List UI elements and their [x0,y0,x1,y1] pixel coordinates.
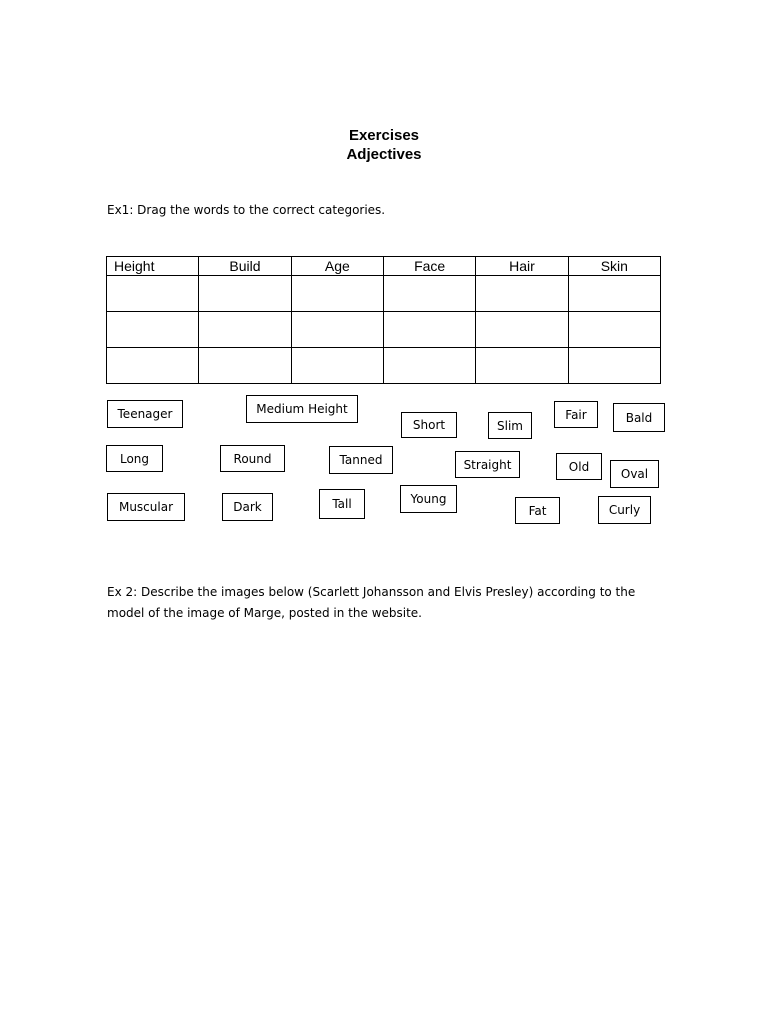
word-card-muscular[interactable]: Muscular [107,493,185,521]
drop-cell-build[interactable] [199,276,291,312]
drop-cell-face[interactable] [383,348,475,384]
word-card-fat[interactable]: Fat [515,497,560,524]
word-card-slim[interactable]: Slim [488,412,532,439]
column-header-skin: Skin [568,257,660,276]
page-subtitle: Adjectives [346,146,422,163]
drop-cell-height[interactable] [107,276,199,312]
word-card-oval[interactable]: Oval [610,460,659,488]
categories-header-row [107,257,661,276]
word-card-old[interactable]: Old [556,453,602,480]
word-card-medium-height[interactable]: Medium Height [246,395,358,423]
ex2-instruction: Ex 2: Describe the images below (Scarlett Johansson and Elvis Presley) according to the model of the image of Marge, posted in the website. [107,585,636,620]
drop-cell-height[interactable] [107,312,199,348]
word-card-young[interactable]: Young [400,485,457,513]
drop-cell-face[interactable] [383,276,475,312]
table-row [107,348,661,384]
categories-table [106,256,661,384]
column-header-face: Face [383,257,475,276]
drop-cell-height[interactable] [107,348,199,384]
column-header-age: Age [291,257,383,276]
drop-cell-age[interactable] [291,276,383,312]
word-card-long[interactable]: Long [106,445,163,472]
column-header-hair: Hair [476,257,568,276]
ex1-instruction: Ex1: Drag the words to the correct categories. [107,203,386,217]
word-card-teenager[interactable]: Teenager [107,400,183,428]
drop-cell-build[interactable] [199,312,291,348]
drop-cell-hair[interactable] [476,276,568,312]
column-header-build: Build [199,257,291,276]
drop-cell-hair[interactable] [476,348,568,384]
drop-cell-hair[interactable] [476,312,568,348]
word-card-straight[interactable]: Straight [455,451,520,478]
word-card-short[interactable]: Short [401,412,457,438]
word-card-round[interactable]: Round [220,445,285,472]
word-card-fair[interactable]: Fair [554,401,598,428]
word-card-tall[interactable]: Tall [319,489,365,519]
word-card-dark[interactable]: Dark [222,493,273,521]
drop-cell-age[interactable] [291,348,383,384]
word-card-curly[interactable]: Curly [598,496,651,524]
drop-cell-age[interactable] [291,312,383,348]
table-row [107,312,661,348]
drop-cell-skin[interactable] [568,276,660,312]
page-title: Exercises [348,127,420,144]
drop-cell-build[interactable] [199,348,291,384]
drop-cell-skin[interactable] [568,312,660,348]
column-header-height: Height [107,257,199,276]
drop-cell-skin[interactable] [568,348,660,384]
word-card-tanned[interactable]: Tanned [329,446,393,474]
table-row [107,276,661,312]
word-card-bald[interactable]: Bald [613,403,665,432]
drop-cell-face[interactable] [383,312,475,348]
